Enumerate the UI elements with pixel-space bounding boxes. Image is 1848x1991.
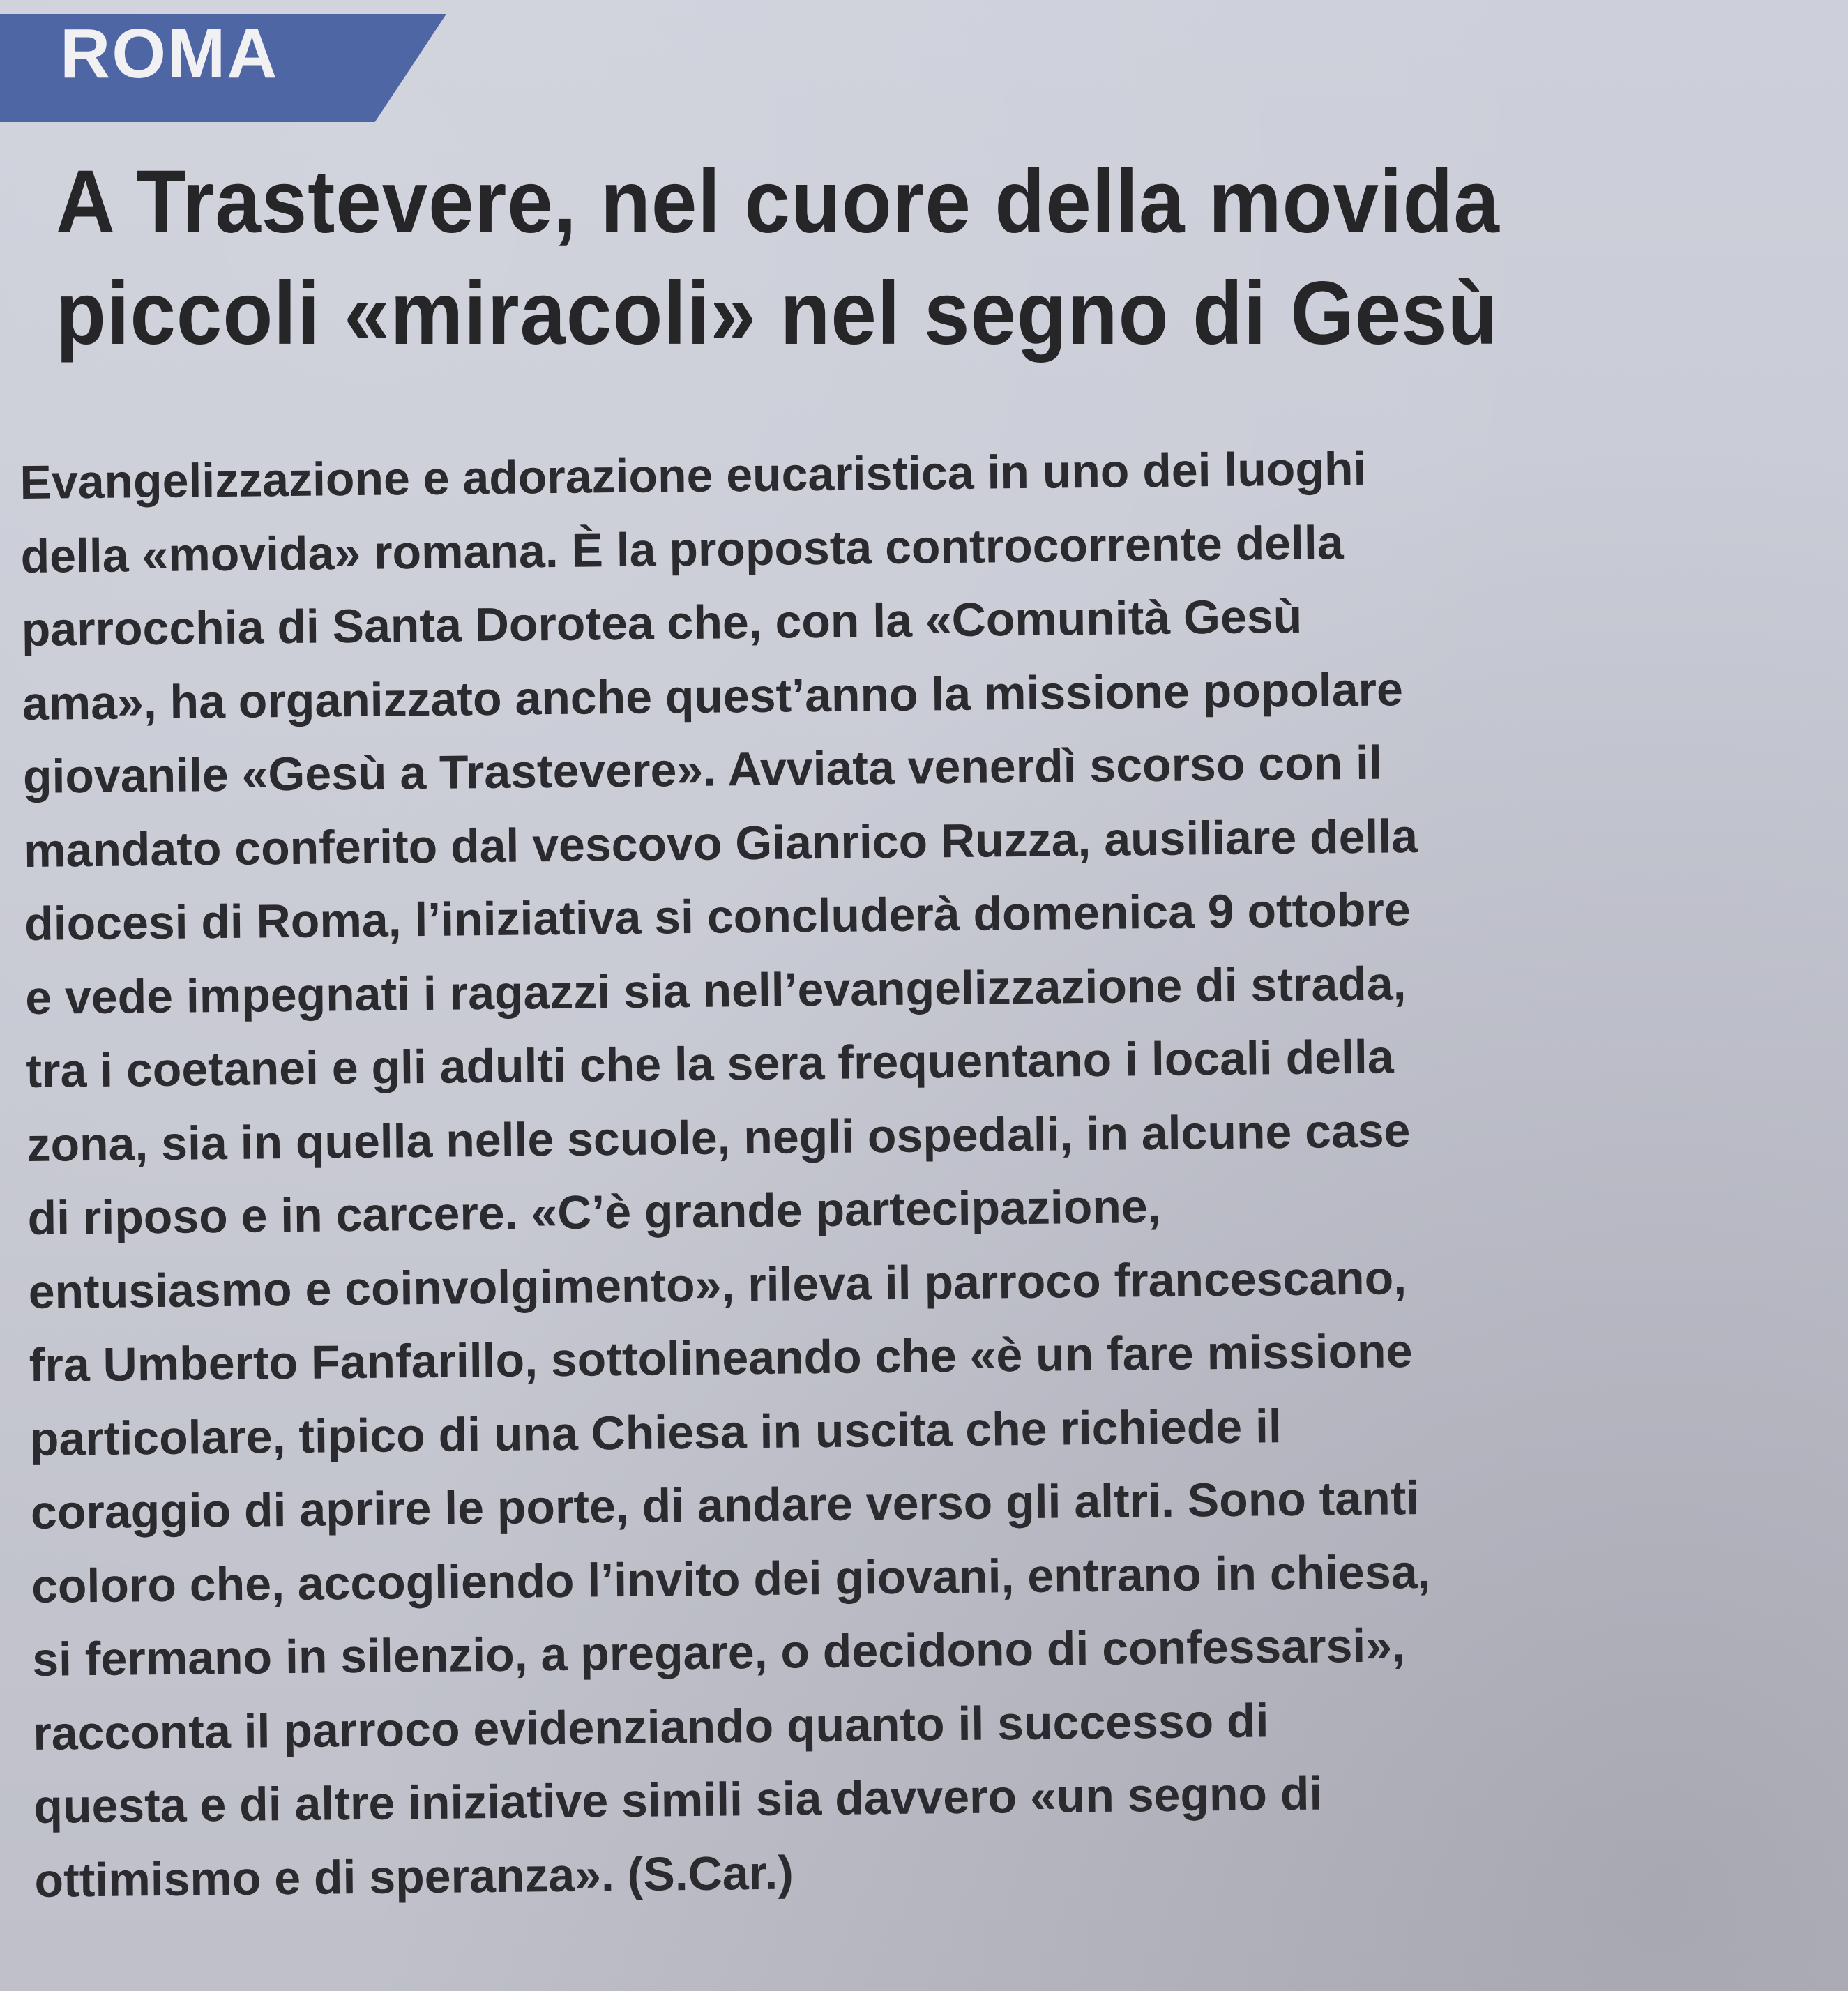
body-line: coraggio di aprire le porte, di andare verso gli altri. Sono tanti xyxy=(30,1471,1420,1539)
headline-line: piccoli «miracoli» nel segno di Gesù xyxy=(56,264,1499,363)
body-line: parrocchia di Santa Dorotea che, con la «Comunità Gesù xyxy=(21,589,1303,656)
body-line: ama», ha organizzato anche quest’anno la missione popolare xyxy=(22,662,1404,730)
body-line: entusiasmo e coinvolgimento», rileva il parroco francescano, xyxy=(28,1250,1407,1319)
body-line: zona, sia in quella nelle scuole, negli ospedali, in alcune case xyxy=(26,1103,1411,1172)
body-line: questa e di altre iniziative simili sia davvero «un segno di xyxy=(33,1766,1323,1833)
body-line: racconta il parroco evidenziando quanto il successo di xyxy=(32,1693,1269,1760)
body-line: mandato conferito dal vescovo Gianrico Ruzza, ausiliare della xyxy=(23,809,1418,877)
body-line: tra i coetanei e gli adulti che la sera frequentano i locali della xyxy=(25,1030,1394,1098)
body-line: Evangelizzazione e adorazione eucaristica in uno dei luoghi xyxy=(20,441,1367,509)
body-line: ottimismo e di speranza». (S.Car.) xyxy=(34,1845,794,1907)
section-kicker-label: ROMA xyxy=(60,15,279,93)
body-line: particolare, tipico di una Chiesa in uscita che richiede il xyxy=(29,1399,1282,1466)
article-headline xyxy=(56,146,1785,370)
headline-line: A Trastevere, nel cuore della movida xyxy=(56,152,1500,252)
body-line: della «movida» romana. È la proposta controcorrente della xyxy=(20,515,1344,583)
body-line: giovanile «Gesù a Trastevere». Avviata venerdì scorso con il xyxy=(22,736,1383,803)
body-line: fra Umberto Fanfarillo, sottolineando che «è un fare missione xyxy=(29,1324,1413,1392)
body-line: coloro che, accogliendo l’invito dei giovani, entrano in chiesa, xyxy=(31,1545,1431,1613)
body-line: di riposo e in carcere. «C’è grande partecipazione, xyxy=(27,1179,1161,1245)
body-line: e vede impegnati i ragazzi sia nell’evangelizzazione di strada, xyxy=(24,956,1407,1024)
body-line: diocesi di Roma, l’iniziativa si concluderà domenica 9 ottobre xyxy=(24,883,1411,951)
article-body xyxy=(20,427,1841,1918)
body-line: si fermano in silenzio, a pregare, o decidono di confessarsi», xyxy=(31,1619,1406,1686)
